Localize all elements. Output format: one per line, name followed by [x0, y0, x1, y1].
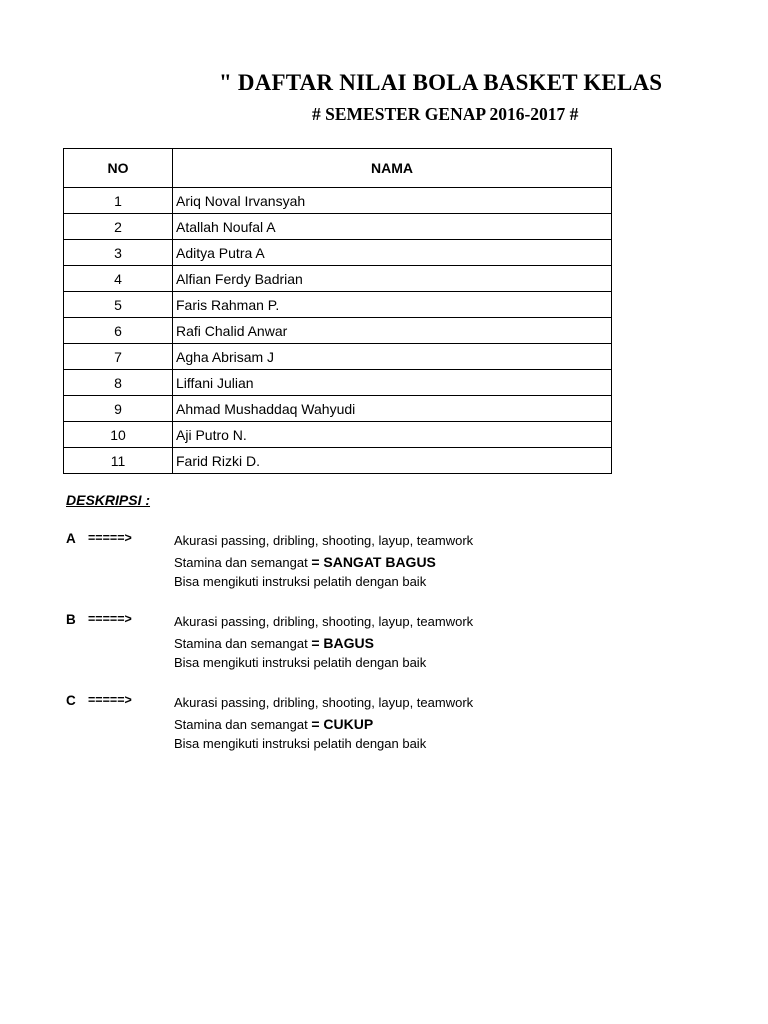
student-name: Ariq Noval Irvansyah [173, 188, 612, 214]
criteria-skills: Akurasi passing, dribling, shooting, layup, teamwork [174, 614, 474, 629]
row-number: 4 [64, 266, 173, 292]
table-row [64, 266, 612, 292]
row-number: 10 [64, 422, 173, 448]
grade-arrow: =====> [88, 693, 132, 707]
student-name: Agha Abrisam J [173, 344, 612, 370]
criteria-stamina [174, 633, 473, 654]
criteria-instruction: Bisa mengikuti instruksi pelatih dengan baik [174, 736, 427, 751]
grade-criteria [174, 693, 473, 755]
grade-arrow: =====> [88, 612, 132, 626]
table-row [64, 188, 612, 214]
grade-arrow: =====> [88, 531, 132, 545]
row-number: 9 [64, 396, 173, 422]
student-name: Alfian Ferdy Badrian [173, 266, 612, 292]
criteria-stamina [174, 714, 473, 735]
student-table [63, 148, 612, 474]
student-name: Ahmad Mushaddaq Wahyudi [173, 396, 612, 422]
grade-level: = SANGAT BAGUS [311, 553, 436, 570]
table-row [64, 448, 612, 474]
criteria-instruction: Bisa mengikuti instruksi pelatih dengan baik [174, 655, 427, 670]
criteria-instruction: Bisa mengikuti instruksi pelatih dengan baik [174, 574, 427, 589]
criteria-stamina-text: Stamina dan semangat [174, 716, 312, 732]
row-number: 7 [64, 344, 173, 370]
grade-label: B [66, 612, 76, 627]
student-name: Rafi Chalid Anwar [173, 318, 612, 344]
criteria-skills: Akurasi passing, dribling, shooting, layup, teamwork [174, 533, 474, 548]
table-row [64, 240, 612, 266]
student-name: Aditya Putra A [173, 240, 612, 266]
row-number: 11 [64, 448, 173, 474]
student-name: Farid Rizki D. [173, 448, 612, 474]
table-row [64, 344, 612, 370]
grade-label: C [66, 693, 76, 708]
criteria-skills: Akurasi passing, dribling, shooting, layup, teamwork [174, 695, 474, 710]
table-header-row [64, 149, 612, 188]
grade-level: = BAGUS [311, 634, 374, 651]
grade-criteria [174, 531, 473, 593]
student-name: Faris Rahman P. [173, 292, 612, 318]
table-row [64, 318, 612, 344]
row-number: 6 [64, 318, 173, 344]
table-row [64, 396, 612, 422]
criteria-stamina [174, 552, 473, 573]
table-row [64, 422, 612, 448]
row-number: 8 [64, 370, 173, 396]
page-subtitle: # SEMESTER GENAP 2016-2017 # [312, 104, 579, 124]
row-number: 1 [64, 188, 173, 214]
row-number: 2 [64, 214, 173, 240]
description-heading: DESKRIPSI : [66, 492, 151, 508]
grade-level: = CUKUP [311, 715, 374, 732]
student-name: Aji Putro N. [173, 422, 612, 448]
student-name: Atallah Noufal A [173, 214, 612, 240]
table-row [64, 214, 612, 240]
criteria-stamina-text: Stamina dan semangat [174, 635, 312, 651]
row-number: 5 [64, 292, 173, 318]
row-number: 3 [64, 240, 173, 266]
column-header-no: NO [64, 149, 173, 188]
grade-criteria [174, 612, 473, 674]
table-row [64, 292, 612, 318]
table-row [64, 370, 612, 396]
column-header-nama: NAMA [173, 149, 612, 188]
criteria-stamina-text: Stamina dan semangat [174, 554, 312, 570]
student-name: Liffani Julian [173, 370, 612, 396]
page-title: " DAFTAR NILAI BOLA BASKET KELAS [219, 70, 663, 95]
grade-label: A [66, 531, 76, 546]
